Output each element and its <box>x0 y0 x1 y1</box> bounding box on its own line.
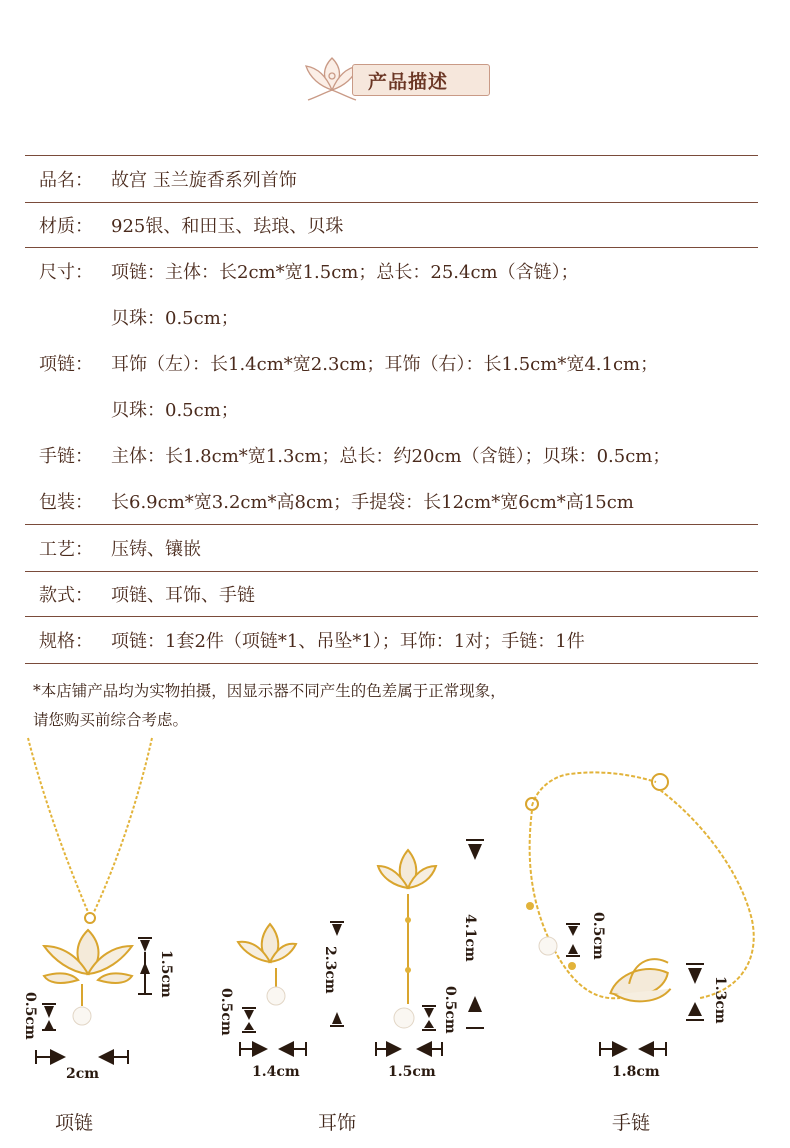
spec-row-package <box>25 478 758 524</box>
earrings-image <box>218 840 484 1080</box>
spec-value: 贝珠：0.5cm； <box>111 308 239 329</box>
bracelet-height-label: 1.3cm <box>712 976 728 1024</box>
disclaimer-line: 请您购买前综合考虑。 <box>33 711 189 729</box>
spec-value: 压铸、镶嵌 <box>111 539 201 560</box>
spec-row-style <box>25 572 758 616</box>
spec-label: 品名： <box>39 170 93 191</box>
divider <box>25 663 758 664</box>
disclaimer-line: *本店铺产品均为实物拍摄，因显示器不同产生的色差属于正常现象， <box>33 682 506 700</box>
necklace-caption: 项链 <box>55 1112 94 1134</box>
section-header <box>300 50 492 108</box>
spec-label: 尺寸： <box>39 262 93 283</box>
spec-label: 包装： <box>39 492 93 513</box>
necklace-pearl-label: 0.5cm <box>22 992 38 1040</box>
page-title: 产品描述 <box>368 71 449 93</box>
spec-table <box>25 155 758 664</box>
spec-label: 材质： <box>39 216 93 237</box>
spec-label: 工艺： <box>39 539 93 560</box>
spec-value: 主体：长1.8cm*宽1.3cm；总长：约20cm（含链）；贝珠：0.5cm； <box>111 446 671 467</box>
product-gallery <box>0 730 790 1148</box>
bracelet-caption: 手链 <box>612 1112 651 1134</box>
spec-value: 长6.9cm*宽3.2cm*高8cm；手提袋：长12cm*宽6cm*高15cm <box>111 492 634 513</box>
bracelet-width-label: 1.8cm <box>612 1064 660 1080</box>
spec-row-necklace-cont <box>25 386 758 432</box>
spec-row-name <box>25 156 758 202</box>
spec-row-spec <box>25 617 758 663</box>
right-earring-width-label: 1.5cm <box>388 1064 436 1080</box>
spec-value: 项链：1套2件（项链*1、吊坠*1）；耳饰：1对；手链：1件 <box>111 631 585 652</box>
spec-label: 手链： <box>39 446 93 467</box>
product-illustrations <box>0 730 790 1148</box>
spec-label: 项链： <box>39 354 93 375</box>
spec-row-material <box>25 203 758 247</box>
right-earring-height-label: 4.1cm <box>462 914 478 962</box>
spec-row-craft <box>25 525 758 571</box>
spec-value: 贝珠：0.5cm； <box>111 400 239 421</box>
spec-row-size <box>25 248 758 294</box>
spec-row-bracelet <box>25 432 758 478</box>
spec-value: 项链、耳饰、手链 <box>111 585 255 606</box>
left-earring-height-label: 2.3cm <box>322 946 338 994</box>
left-earring-pearl-label: 0.5cm <box>218 988 234 1036</box>
bracelet-image <box>526 772 754 1080</box>
spec-label: 款式： <box>39 585 93 606</box>
spec-row-necklace <box>25 340 758 386</box>
earrings-caption: 耳饰 <box>318 1112 357 1134</box>
spec-value: 项链：主体：长2cm*宽1.5cm；总长：25.4cm（含链）； <box>111 262 579 283</box>
right-earring-pearl-label: 0.5cm <box>442 986 458 1034</box>
necklace-width-label: 2cm <box>66 1066 100 1082</box>
necklace-image <box>22 738 174 1082</box>
spec-value: 925银、和田玉、珐琅、贝珠 <box>111 216 344 237</box>
spec-row-size-cont <box>25 294 758 340</box>
spec-value: 故宫 玉兰旋香系列首饰 <box>111 170 297 191</box>
bracelet-pearl-label: 0.5cm <box>590 912 606 960</box>
left-earring-width-label: 1.4cm <box>252 1064 300 1080</box>
spec-value: 耳饰（左）：长1.4cm*宽2.3cm；耳饰（右）：长1.5cm*宽4.1cm； <box>111 354 659 375</box>
necklace-height-label: 1.5cm <box>158 950 174 998</box>
color-disclaimer <box>33 677 506 735</box>
spec-label: 规格： <box>39 631 93 652</box>
